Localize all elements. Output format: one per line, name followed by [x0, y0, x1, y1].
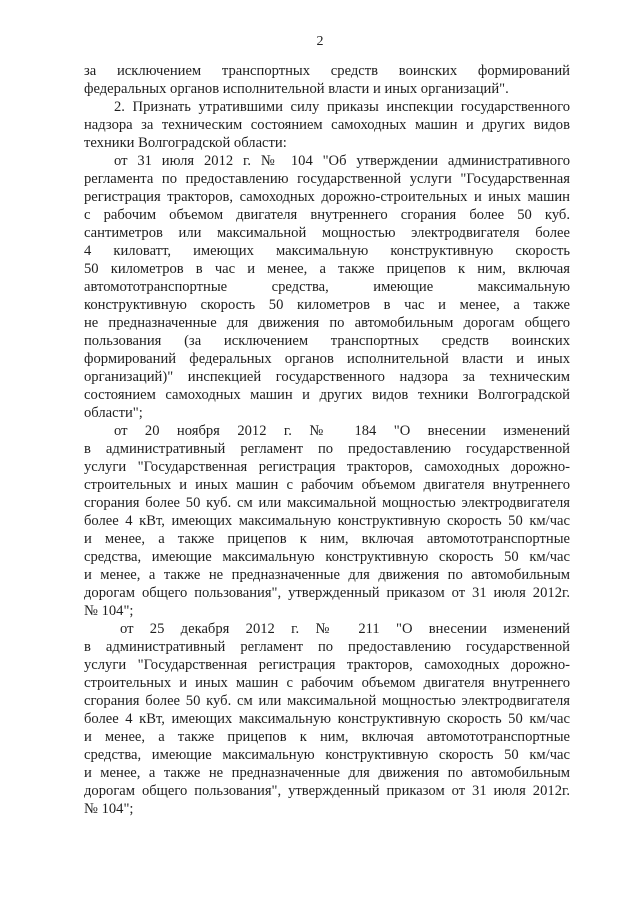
text-line: сгорания более 50 куб. см или максимальной мощностью электродвигателя [84, 693, 570, 709]
text-line: услуги "Государственная регистрация тракторов, самоходных дорожно- [84, 657, 570, 673]
text-line: 50 километров в час и менее, а также прицепов к ним, включая [84, 261, 570, 277]
text-line: с рабочим объемом двигателя внутреннего сгорания более 50 куб. [84, 207, 570, 223]
text-line: федеральных органов исполнительной власти и иных организаций". [84, 81, 509, 97]
text-line: № 104"; [84, 603, 134, 619]
page-number: 2 [316, 34, 324, 49]
text-line: конструктивную скорость 50 километров в час и менее, а также [84, 297, 570, 313]
text-line: сгорания более 50 куб. см или максимальной мощностью электродвигателя [84, 495, 570, 511]
text-line: от 20 ноября 2012 г. № 184 "О внесении изменений [114, 423, 570, 439]
text-line: сантиметров или максимальной мощностью электродвигателя более [84, 225, 570, 241]
text-line: формирований федеральных органов исполнительной власти и иных [84, 351, 570, 367]
text-line: от 31 июля 2012 г. № 104 "Об утверждении административного [114, 153, 570, 169]
text-line: № 104"; [84, 801, 134, 817]
text-line: строительных и иных машин с рабочим объемом двигателя внутреннего [84, 477, 570, 493]
text-line: надзора за техническим состоянием самоходных машин и других видов [84, 117, 570, 133]
text-line: за исключением транспортных средств воинских формирований [84, 63, 570, 79]
text-line: дорогам общего пользования", утвержденный приказом от 31 июля 2012г. [84, 585, 570, 601]
text-line: и менее, а также прицепов к ним, включая автомототранспортные [84, 729, 570, 745]
text-line: состоянием самоходных машин и других видов техники Волгоградской [84, 387, 570, 403]
text-line: организаций)" инспекцией государственного надзора за техническим [84, 369, 570, 385]
text-line: техники Волгоградской области: [84, 135, 287, 151]
text-line: не предназначенные для движения по автомобильным дорогам общего [84, 315, 570, 331]
text-line: услуги "Государственная регистрация тракторов, самоходных дорожно- [84, 459, 570, 475]
text-line: от 25 декабря 2012 г. № 211 "О внесении изменений [120, 621, 570, 637]
text-line: и менее, а также прицепов к ним, включая автомототранспортные [84, 531, 570, 547]
text-line: автомототранспортные средства, имеющие максимальную [84, 279, 570, 295]
text-line: в административный регламент по предоставлению государственной [84, 639, 570, 655]
text-line: 4 киловатт, имеющих максимальную конструктивную скорость [84, 243, 570, 259]
text-line: средства, имеющие максимальную конструктивную скорость 50 км/час [84, 549, 570, 565]
text-line: 2. Признать утратившими силу приказы инспекции государственного [114, 99, 570, 115]
text-line: дорогам общего пользования", утвержденный приказом от 31 июля 2012г. [84, 783, 570, 799]
text-line: более 4 кВт, имеющих максимальную конструктивную скорость 50 км/час [84, 711, 570, 727]
text-line: и менее, а также не предназначенные для движения по автомобильным [84, 567, 570, 583]
text-line: строительных и иных машин с рабочим объемом двигателя внутреннего [84, 675, 570, 691]
text-line: пользования (за исключением транспортных средств воинских [84, 333, 570, 349]
text-line: регламента по предоставлению государственной услуги "Государственная [84, 171, 570, 187]
text-line: более 4 кВт, имеющих максимальную конструктивную скорость 50 км/час [84, 513, 570, 529]
text-line: и менее, а также не предназначенные для движения по автомобильным [84, 765, 570, 781]
text-line: средства, имеющие максимальную конструктивную скорость 50 км/час [84, 747, 570, 763]
text-line: регистрация тракторов, самоходных дорожно-строительных и иных машин [84, 189, 570, 205]
text-line: в административный регламент по предоставлению государственной [84, 441, 570, 457]
text-line: области"; [84, 405, 143, 421]
